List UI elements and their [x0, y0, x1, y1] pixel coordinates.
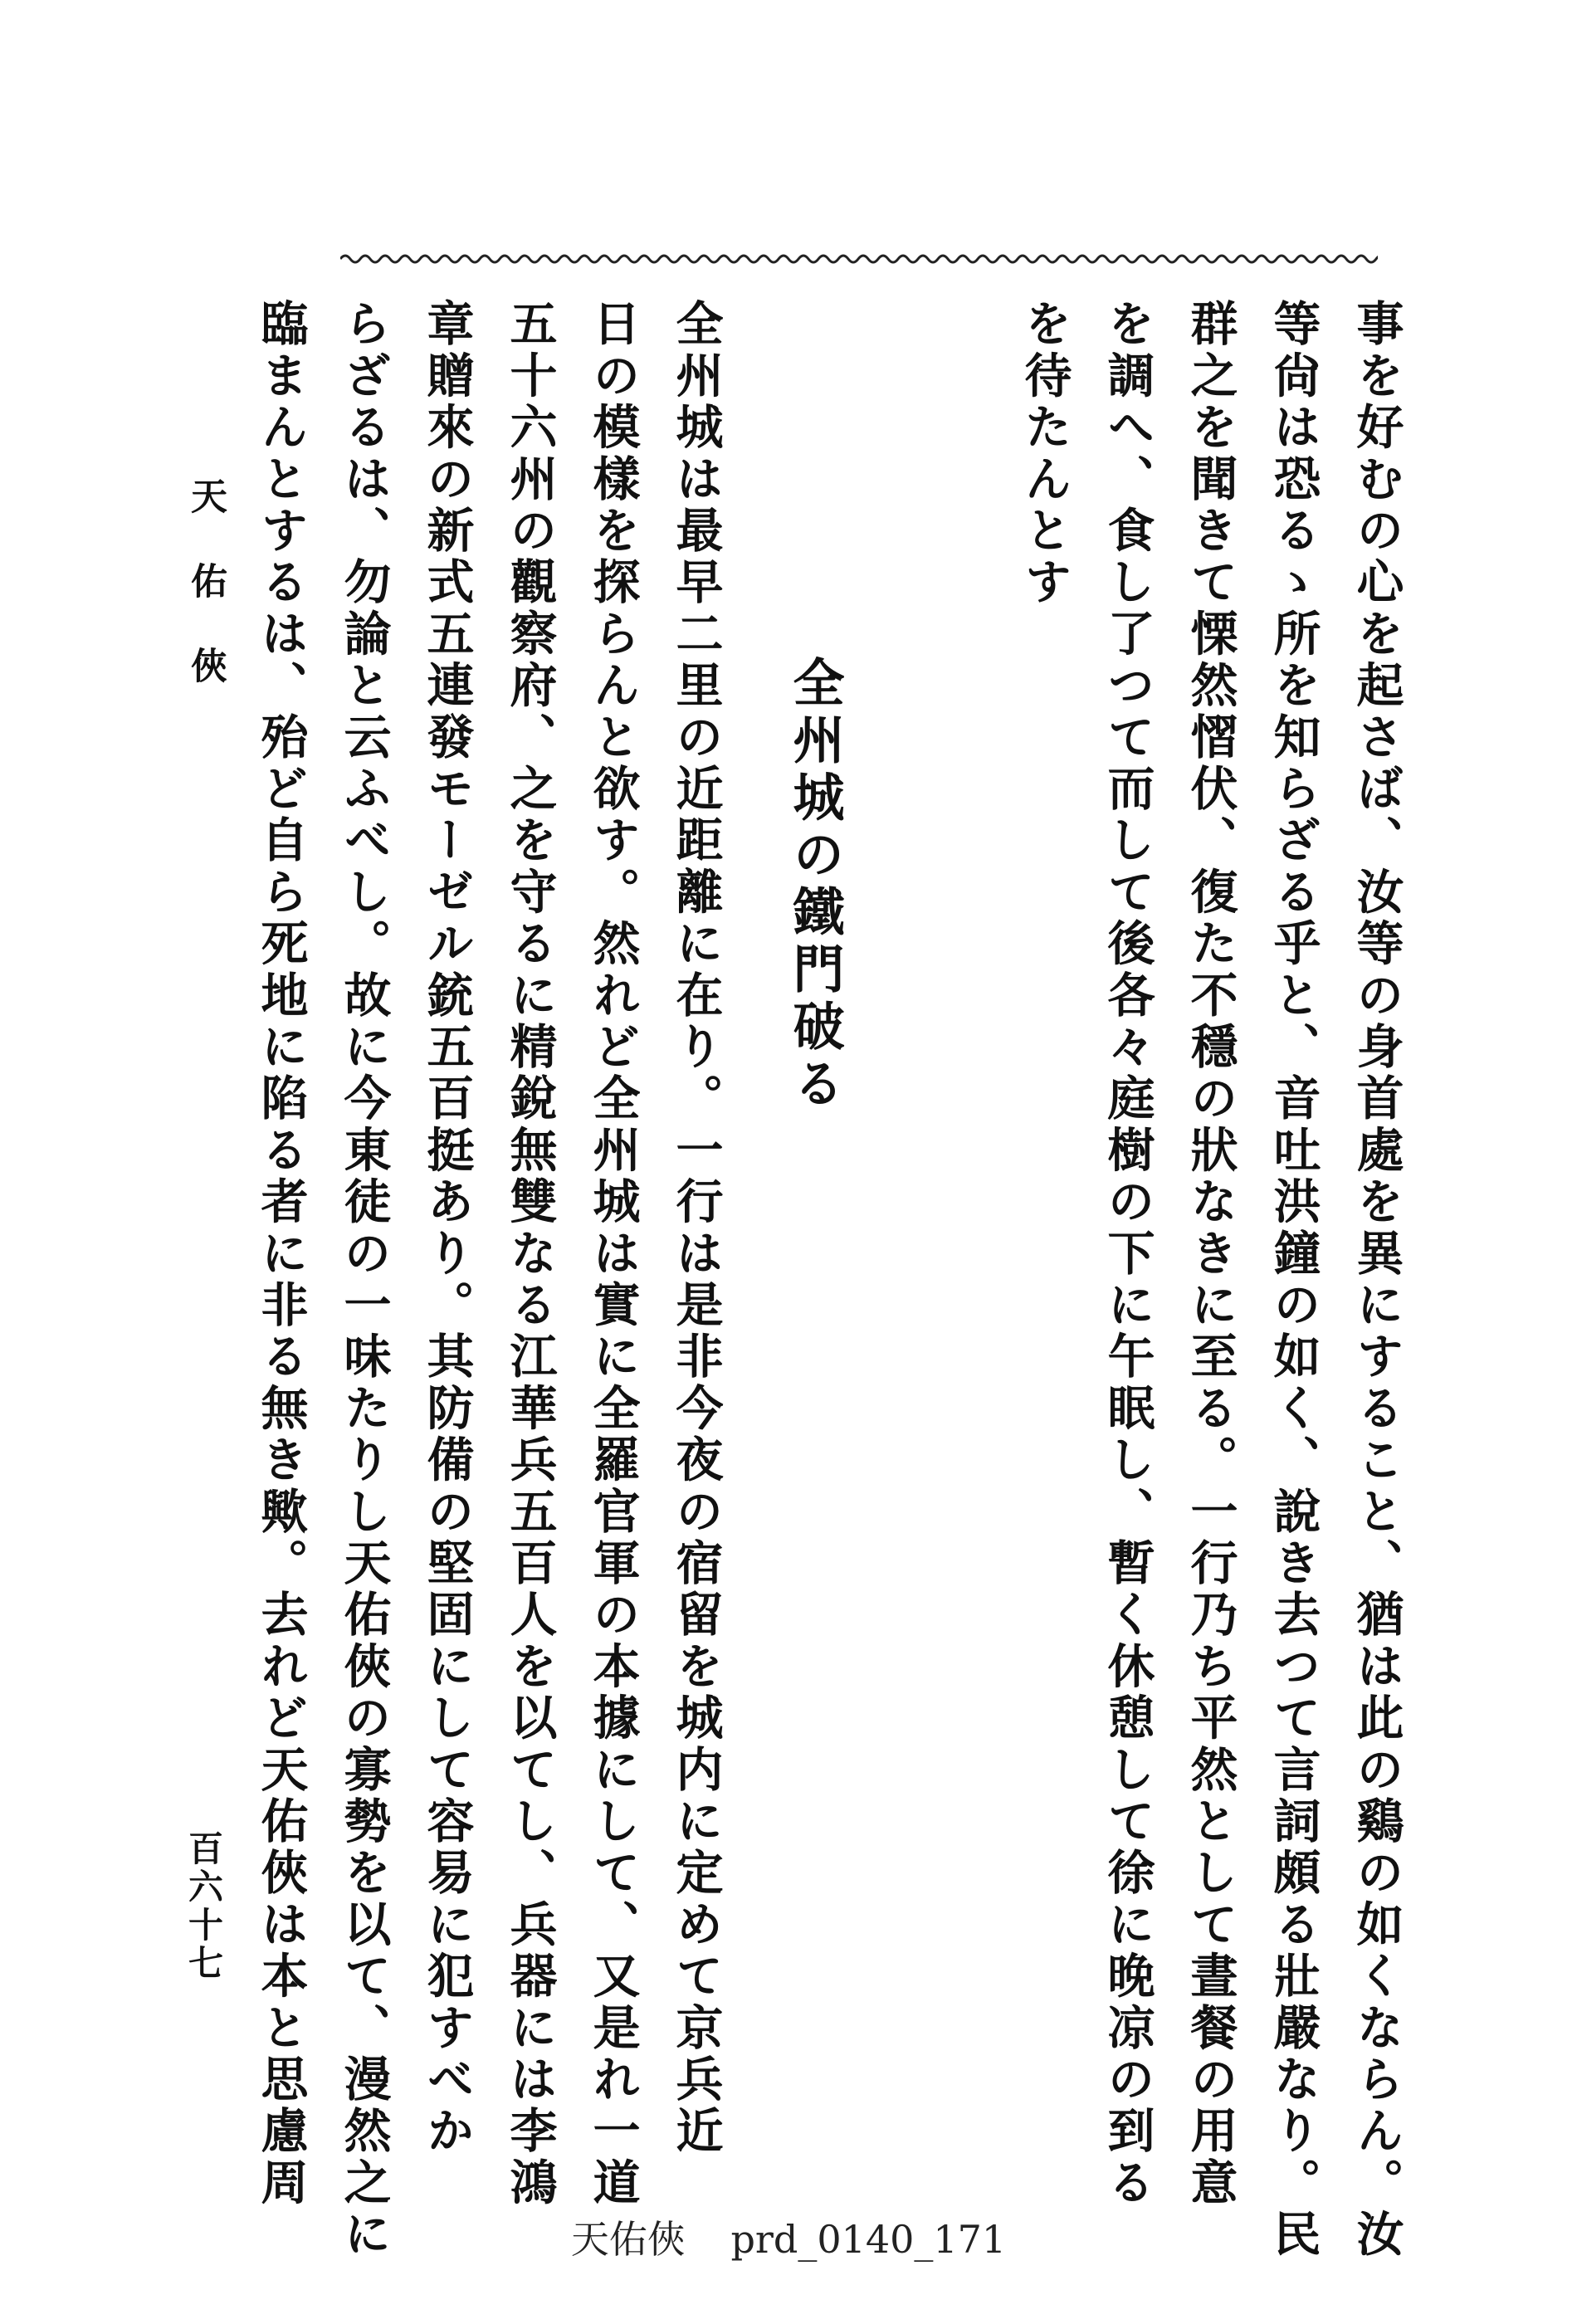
footer-id: prd_0140_171 — [730, 2217, 1007, 2262]
running-head: 天佑俠 — [184, 477, 227, 731]
text-column: 事を好むの心を起さば、汝等の身首處を異にすること、猶は此の鷄の如くならん。汝 — [1349, 299, 1404, 2261]
section-heading: 全州城の鐵門破る — [784, 656, 845, 1114]
page-number: 百六十七 — [183, 1830, 224, 1983]
text-column: 全州城は最早二里の近距離に在り。一行は是非今夜の宿留を城内に定めて京兵近 — [668, 299, 724, 2158]
text-column: を調へ、食し了つて而して後各々庭樹の下に午眠し、暫く休憩して徐に晚凉の到る — [1100, 299, 1155, 2209]
text-column: 等尙は恐るゝ所を知らざる乎と、音吐洪鐘の如く、說き去つて言詞頗る壯嚴なり。民 — [1266, 299, 1321, 2261]
text-column: を待たんとす — [1017, 299, 1072, 609]
text-column: 臨まんとするは、殆ど自ら死地に陷る者に非る無き歟。去れど天佑俠は本と思慮周 — [253, 299, 309, 2209]
text-column: 日の模樣を探らんと欲す。然れど全州城は實に全羅官軍の本據にして、又是れ一道 — [585, 299, 641, 2209]
wavy-rule-divider — [340, 249, 1378, 269]
text-column: らざるは、勿論と云ふべし。故に今東徒の一味たりし天佑俠の寡勢を以て、漫然之に — [336, 299, 392, 2261]
text-column: 章贈來の新式五連發モーゼル銃五百挺あり。其防備の堅固にして容易に犯すべか — [419, 299, 475, 2158]
page-footer — [0, 2209, 1577, 2264]
footer-title: 天佑俠 — [570, 2217, 686, 2262]
text-column: 五十六州の觀察府、之を守るに精銳無雙なる江華兵五百人を以てし、兵器には李鴻 — [502, 299, 558, 2209]
text-column: 群之を聞きて慄然慴伏、復た不穩の狀なきに至る。一行乃ち平然として晝餐の用意 — [1183, 299, 1238, 2209]
